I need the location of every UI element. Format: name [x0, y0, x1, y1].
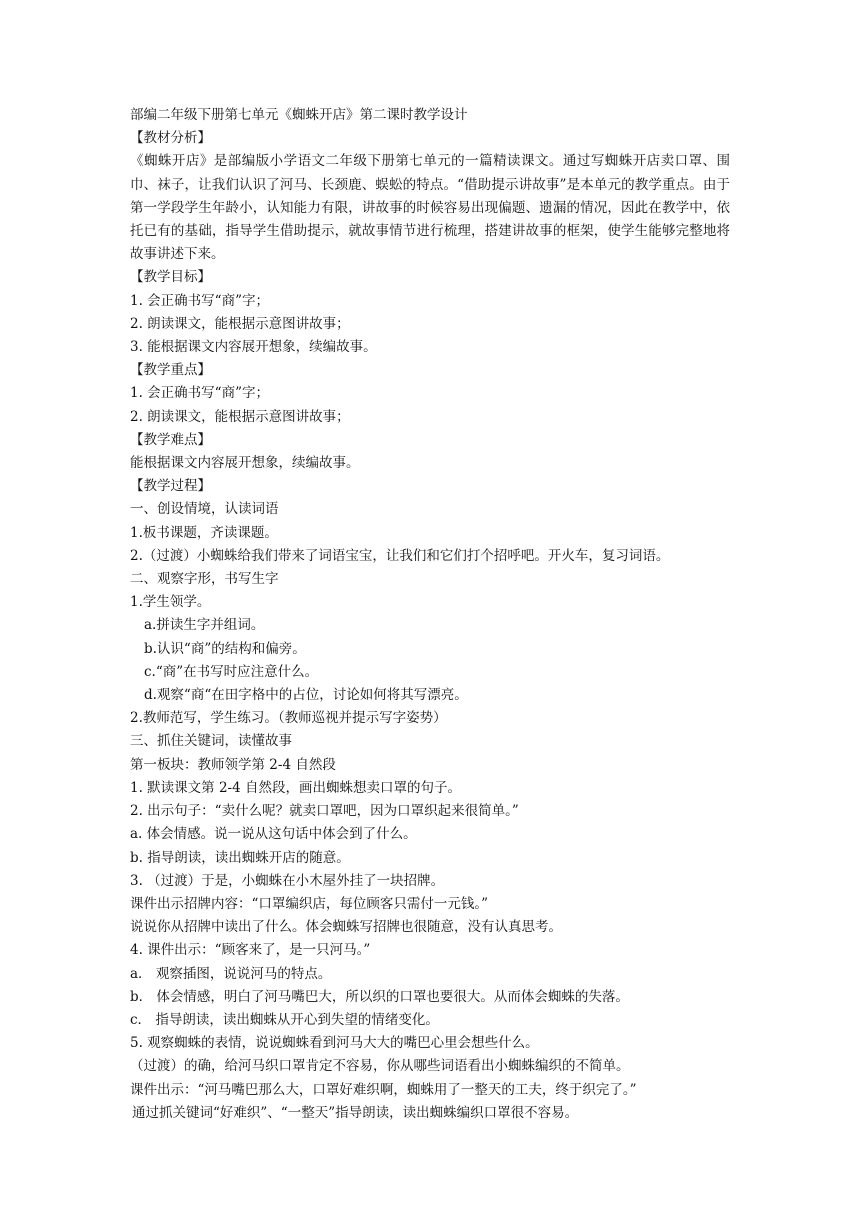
process-line: 1. 默读课文第 2-4 自然段，画出蜘蛛想卖口罩的句子。	[130, 779, 461, 796]
process-subitem: a.拼读生字并组词。	[144, 617, 265, 634]
difficulty-text: 能根据课文内容展开想象，续编故事。	[130, 455, 360, 472]
key-item: 1. 会正确书写“商”字；	[130, 385, 269, 402]
process-line: a． 观察插图，说说河马的特点。	[130, 965, 332, 982]
process-line: 5. 观察蜘蛛的表情，说说蜘蛛看到河马大大的嘴巴心里会想些什么。	[130, 1035, 539, 1052]
key-item: 2. 朗读课文，能根据示意图讲故事；	[130, 408, 350, 425]
process-line: 2.（过渡）小蜘蛛给我们带来了词语宝宝，让我们和它们打个招呼吧。开火车，复习词语。	[130, 547, 670, 564]
section-heading-analysis: 【教材分析】	[130, 130, 211, 147]
process-step-heading: 二、观察字形，书写生字	[130, 571, 279, 588]
process-block-heading: 第一板块：教师领学第 2-4 自然段	[130, 756, 336, 773]
process-line: 4. 课件出示：“顾客来了，是一只河马。”	[130, 942, 371, 959]
process-subitem: d.观察“商“在田字格中的占位，讨论如何将其写漂亮。	[144, 687, 468, 704]
process-line: 课件出示：“河马嘴巴那么大，口罩好难织啊，蜘蛛用了一整天的工夫，终于织完了。”	[130, 1081, 637, 1098]
goal-item: 2. 朗读课文，能根据示意图讲故事；	[130, 315, 350, 332]
process-line: 2. 出示句子：“卖什么呢？就卖口罩吧，因为口罩织起来很简单。”	[130, 803, 519, 820]
process-line: 说说你从招牌中读出了什么。体会蜘蛛写招牌也很随意，没有认真思考。	[130, 919, 562, 936]
process-line: 通过抓关键词“好难织”、“一整天”指导朗读，读出蜘蛛编织口罩很不容易。	[132, 1104, 579, 1121]
section-heading-key: 【教学重点】	[130, 362, 211, 379]
page-title: 部编二年级下册第七单元《蜘蛛开店》第二课时教学设计	[130, 107, 468, 123]
process-step-heading: 一、创设情境，认读词语	[130, 501, 279, 518]
goal-item: 1. 会正确书写“商”字；	[130, 292, 269, 309]
process-line: （过渡）的确，给河马织口罩肯定不容易，你从哪些词语看出小蜘蛛编织的不简单。	[130, 1058, 630, 1075]
goal-item: 3. 能根据课文内容展开想象，续编故事。	[130, 339, 377, 356]
process-line: c． 指导朗读，读出蜘蛛从开心到失望的情绪变化。	[130, 1011, 439, 1028]
process-line: a. 体会情感。说一说从这句话中体会到了什么。	[130, 826, 417, 843]
process-line: 3. （过渡）于是，小蜘蛛在小木屋外挂了一块招牌。	[130, 872, 445, 889]
section-heading-process: 【教学过程】	[130, 478, 211, 495]
section-heading-goals: 【教学目标】	[130, 269, 211, 286]
process-line: 2.教师范写，学生练习。（教师巡视并提示写字姿势）	[130, 710, 447, 727]
process-line: 课件出示招牌内容：“口罩编织店，每位顾客只需付一元钱。”	[130, 895, 489, 912]
document-body	[130, 104, 730, 1125]
process-step-heading: 三、抓住关键词，读懂故事	[130, 733, 292, 750]
process-line: 1.板书课题，齐读课题。	[130, 524, 278, 541]
analysis-paragraph: 《蜘蛛开店》是部编版小学语文二年级下册第七单元的一篇精读课文。通过写蜘蛛开店卖口罩、围巾、袜子，让我们认识了河马、长颈鹿、蜈蚣的特点。“借助提示讲故事”是本单元的教学重点。由于第一学段学生年龄小，认知能力有限，讲故事的时候容易出现偏题、遗漏的情况，因此在教学中，依托已有的基础，指导学生借助提示，就故事情节进行梳理，搭建讲故事的框架，使学生能够完整地将故事讲述下来。	[130, 153, 730, 263]
process-subitem: c.“商”在书写时应注意什么。	[144, 663, 319, 680]
process-subitem: b.认识“商”的结构和偏旁。	[144, 640, 306, 657]
process-line: 1.学生领学。	[130, 594, 211, 611]
section-heading-difficulty: 【教学难点】	[130, 431, 211, 448]
process-line: b. 指导朗读，读出蜘蛛开店的随意。	[130, 849, 350, 866]
process-line: b． 体会情感，明白了河马嘴巴大，所以织的口罩也要很大。从而体会蜘蛛的失落。	[130, 988, 629, 1005]
